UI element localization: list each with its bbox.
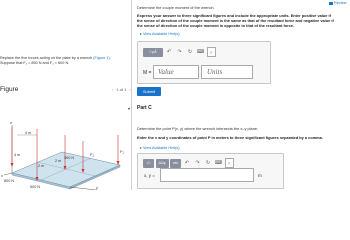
part-b-toolbar (143, 47, 216, 57)
dim-left-label: 4 m (14, 153, 21, 157)
part-b-hints-label: View Available Hint(s) (142, 32, 180, 36)
help-button[interactable]: ? (225, 158, 234, 168)
units-input[interactable]: Units (201, 65, 253, 79)
review-icon (329, 2, 333, 5)
review-link[interactable] (329, 1, 346, 5)
problem-text-part2: . Suppose that F₁ = 850 N and F₂ = 600 N. (0, 56, 111, 66)
dim-top-label: 4 m (25, 131, 32, 135)
moment-label: M = (143, 70, 152, 76)
force-800-label: 800 N (4, 179, 15, 183)
pager-text: 1 of 1 (116, 87, 127, 92)
reset-icon[interactable]: ↻ (205, 160, 211, 166)
y-axis (70, 187, 96, 190)
vector-button[interactable]: vec (170, 159, 181, 168)
undo-icon[interactable]: ↶ (184, 160, 190, 166)
dim-2m-label-a: 2 m (55, 159, 62, 163)
reset-icon[interactable]: ↻ (187, 49, 193, 55)
part-b-description: Determine the couple moment of the wrench. (137, 5, 215, 10)
part-c-instructions: Enter the x and y coordinates of point P in meters to three significant figures separated by a comma. (137, 135, 323, 140)
dim-2m-label-b: 2 m (38, 164, 45, 168)
f2-label: F₂ (120, 149, 124, 154)
part-c-description: Determine the point P(x, y) where the wrench intersects the x–y plane. (137, 126, 259, 131)
greek-symbols-button[interactable]: AΣφ (156, 159, 169, 168)
arrow-head (11, 163, 14, 167)
figure-pager (112, 87, 131, 92)
panel-divider (131, 0, 132, 190)
axis-y-label: y (96, 186, 98, 190)
value-input[interactable]: Value (153, 65, 199, 79)
f1-label: F₁ (90, 152, 94, 157)
redo-icon[interactable]: ↷ (195, 160, 200, 166)
part-c-hints-link[interactable]: ▸ View Available Hint(s) (140, 146, 180, 150)
help-button[interactable]: ? (207, 47, 216, 57)
x-axis (4, 173, 12, 175)
part-b-instructions: Express your answer to three significant figures and include the appropriate units. Enter positive value if the sense of direction of the couple moment is the same as that of the resultant force and negative value if the sense of direction of the couple moment is opposite to that of the resultant force. (137, 13, 334, 28)
force-300-label: 300 N (64, 156, 75, 160)
template-button[interactable]: □ μÅ (143, 48, 163, 57)
figure-link[interactable]: (Figure 1) (93, 56, 110, 60)
part-c-toolbar (143, 158, 234, 168)
problem-statement (0, 56, 122, 66)
plate-figure (0, 95, 136, 190)
chevron-left-icon[interactable]: ‹ (112, 87, 114, 92)
undo-icon[interactable]: ↶ (166, 49, 172, 55)
axis-x-label: x (1, 174, 3, 178)
xy-unit-label: m (258, 173, 262, 178)
review-label: Review (334, 1, 347, 5)
part-c-collapse-icon[interactable]: ▾ (128, 106, 131, 111)
part-c-hints-label: View Available Hint(s) (142, 146, 180, 150)
xy-label: x, y = (144, 173, 155, 178)
keyboard-icon[interactable]: ⌨ (214, 160, 223, 166)
submit-button[interactable]: Submit (137, 87, 161, 96)
xy-input[interactable] (160, 168, 254, 182)
problem-text-part1: Replace the five forces acting on the plate by a wrench (0, 56, 93, 60)
part-c-title[interactable]: Part C (137, 105, 152, 111)
sqrt-template-button[interactable]: √□ (143, 159, 154, 168)
part-b-hints-link[interactable]: ▸ View Available Hint(s) (140, 32, 180, 36)
redo-icon[interactable]: ↷ (177, 49, 182, 55)
axis-z-label: z (10, 121, 12, 125)
keyboard-icon[interactable]: ⌨ (196, 49, 205, 55)
figure-heading: Figure (0, 86, 19, 93)
force-500-label: 500 N (30, 185, 41, 189)
